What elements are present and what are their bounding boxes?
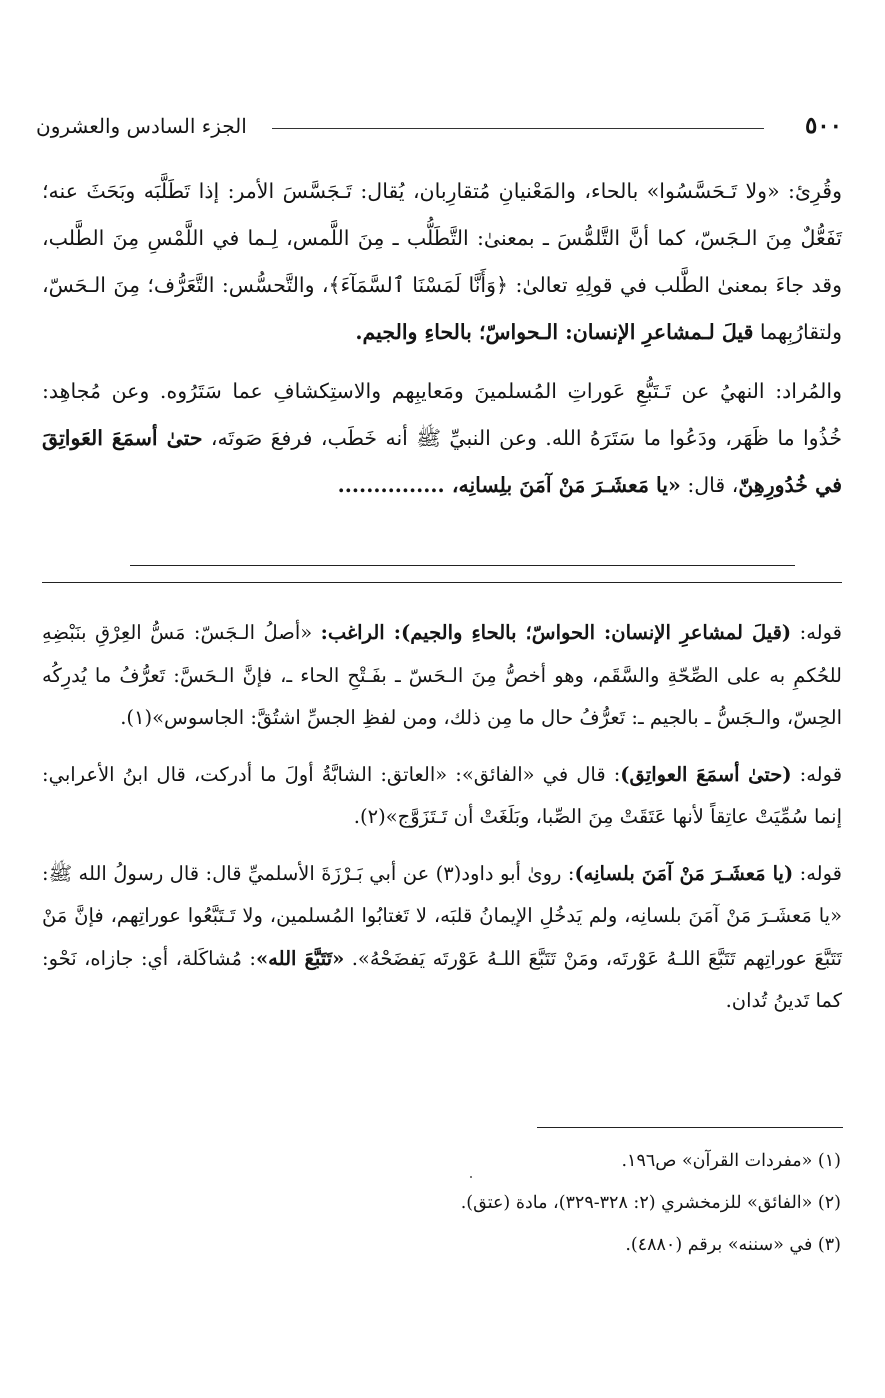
main-text-underline [130,565,795,566]
commentary-entry-1 [42,612,842,740]
main-paragraph-1 [42,168,842,356]
main-paragraph-1-emphasis: قيلَ لـمشاعرِ الإنسان: الـحواسّ؛ بالحاءِ والجيم. [355,320,754,344]
section-separator [42,582,842,583]
main-paragraph-2-text: والمُراد: النهيُ عن تَـتَبُّعِ عَوراتِ المُسلمينَ ومَعايبِهم والاستِكشافِ عما سَتَرُوه. وعن مُجاهِد: خُذُوا ما ظَهَر، ودَعُوا ما سَتَرَهُ الله. وعن النبيِّ ﷺ أنه خَطَب، فرفعَ صَوتَه، [42,379,842,450]
footnote-3: (٣) في «سننه» برقم (٤٨٨٠). [625,1235,841,1255]
main-text [42,168,842,509]
commentary-entry-3 [42,853,842,1023]
commentary-lemma: (قيلَ لمشاعرِ الإنسان: الحواسّ؛ بالحاءِ والجيم): الراغب: [320,621,792,644]
commentary-lemma: (يا مَعشَـرَ مَنْ آمَنَ بلسانِه) [574,861,794,885]
page-header [36,112,842,146]
commentary-label: قوله: [791,621,842,644]
header-rule [272,128,764,129]
commentary-tail-text: : مُشاكَلة، أي: جازاه، نَحْو: كما تَدينُ تُدان. [42,946,842,1012]
commentary-label: قوله: [791,762,843,786]
main-paragraph-2 [42,368,842,509]
commentary-label: قوله: [793,861,842,885]
main-paragraph-2-emphasis: حتىٰ أسمَعَ العَواتِقَ في خُدُورِهِنّ [42,426,842,497]
main-paragraph-2-connector: ، قال: [680,473,739,497]
commentary-tail-lemma: «تَتَبَّعَ الله» [255,946,345,970]
commentary-text: : روىٰ أبو داود(٣) عن أبي بَـرْزَةَ الأسلميِّ قال: قال رسولُ الله ﷺ: «يا مَعشَـرَ مَنْ آمَنَ بلسانِه، ولم يَدخُلِ الإيمانُ قلبَه، لا تَغتابُوا المُسلمين، ولا تَـتَبَّعُوا عوراتِهم، فإنَّ مَنْ تَتَبَّعَ عوراتِهم تَتَبَّعَ اللـهُ عَوْرتَه، ومَنْ تَتَبَّعَ اللـهُ عَوْرتَه يَفضَحْهُ». [42,861,842,970]
commentary-text: : قال في «الفائق»: «العاتق: الشابَّةُ أولَ ما أدركت، قال ابنُ الأعرابي: إنما سُمِّيَتْ عاتِقاً لأنها عَتَقَتْ مِنَ الصِّبا، وبَلَغَتْ أن تَـتَزَوَّج»(٢). [42,762,842,828]
main-paragraph-2-quote: «يا مَعشَـرَ مَنْ آمَنَ بلِسانِه، ............... [337,473,681,497]
footnotes [61,1142,841,1268]
commentary-entry-2 [42,754,842,839]
footnote-2: (٢) «الفائق» للزمخشري (٢: ٣٢٨-٣٢٩)، مادة (عتق). [460,1193,841,1213]
page-number: ٥٠٠ [804,112,842,139]
footnote-rule [537,1127,843,1128]
footnote-1: (١) «مفردات القرآن» ص١٩٦. [621,1151,841,1171]
main-paragraph-1-text: وقُرِئ: «ولا تَـحَسَّسُوا» بالحاء، والمَعْنيانِ مُتقارِبان، يُقال: تَـجَسَّسَ الأمر: إذا تَطَلَّبَه وبَحَثَ عنه؛ تَفَعُّلٌ مِنَ الـجَسّ، كما أنَّ التَّلمُّسَ ـ بمعنىٰ: التَّطَلُّب ـ مِنَ اللَّمس، لِـما في اللَّمْسِ مِنَ الطَّلب، وقد جاءَ بمعنىٰ الطَّلب في قولِهِ تعالىٰ: ﴿وَأَنَّا لَمَسْنَا ٱلسَّمَآءَ﴾، والتَّحسُّس: التَّعَرُّف؛ مِنَ الـحَسّ، ولتقارُبِهما [42,179,842,344]
running-title: الجزء السادس والعشرون [36,114,247,138]
commentary-text: «أصلُ الـجَسّ: مَسُّ العِرْقِ بنَبْضِهِ للحُكمِ به على الصِّحّةِ والسَّقَم، وهو أخصُّ مِنَ الـحَسّ ـ بفَـتْحِ الحاء ـ، فإنَّ الـحَسَّ: تَعرُّفُ ما يُدرِكُه الحِسّ، والـجَسُّ ـ بالجيم ـ: تَعرُّفُ حال ما مِن ذلك، ومن لفظِ الجسِّ اشتُقَّ: الجاسوس»(١). [42,621,842,729]
commentary [42,612,842,1037]
commentary-lemma: (حتىٰ أسمَعَ العواتِق) [620,762,792,786]
